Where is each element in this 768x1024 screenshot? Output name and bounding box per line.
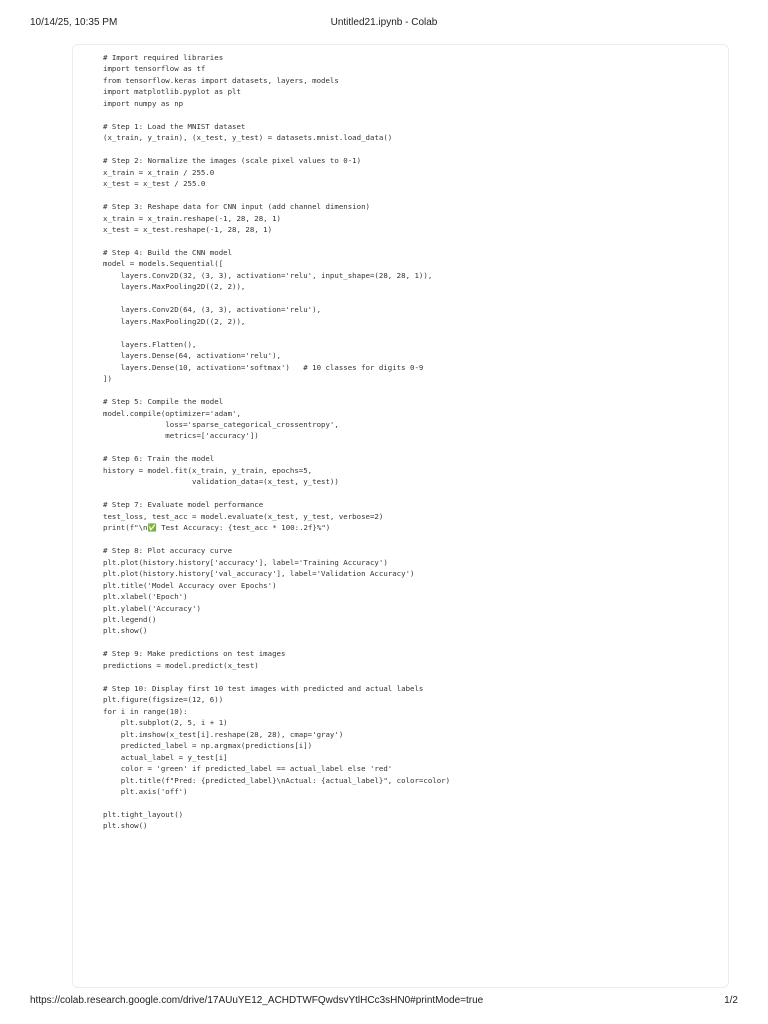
code-line: x_test = x_test.reshape(-1, 28, 28, 1) [103,225,273,235]
code-line: test_loss, test_acc = model.evaluate(x_test, y_test, verbose=2) [103,511,384,521]
code-line: plt.plot(history.history['accuracy'], label='Training Accuracy') [103,557,388,567]
code-line [103,385,450,396]
code-line: # Step 5: Compile the model [103,397,224,407]
code-line: color = 'green' if predicted_label == actual_label else 'red' [103,764,393,774]
code-line: plt.xlabel('Epoch') [103,592,188,602]
code-line: # Step 7: Evaluate model performance [103,500,264,510]
code-line: model.compile(optimizer='adam', [103,408,241,418]
code-line: plt.title(f"Pred: {predicted_label}\nActual: {actual_label}", color=color) [103,775,451,785]
code-line: layers.Conv2D(32, (3, 3), activation='relu', input_shape=(28, 28, 1)), [103,270,433,280]
print-footer [30,994,738,1008]
code-line: x_train = x_train / 255.0 [103,167,215,177]
code-line: x_test = x_test / 255.0 [103,179,206,189]
code-line [103,109,450,120]
code-line: # Step 3: Reshape data for CNN input (add channel dimension) [103,202,370,212]
code-line: import matplotlib.pyplot as plt [103,87,241,97]
code-line: print(f"\n✅ Test Accuracy: {test_acc * 100:.2f}%") [103,523,331,533]
code-line: # Step 6: Train the model [103,454,215,464]
print-datetime: 10/14/25, 10:35 PM [30,17,118,28]
code-line: plt.title('Model Accuracy over Epochs') [103,580,277,590]
code-line: # Import required libraries [103,53,224,62]
code-line: # Step 2: Normalize the images (scale pixel values to 0-1) [103,156,362,166]
code-line: loss='sparse_categorical_crossentropy', [103,420,339,429]
code-line [103,293,450,304]
code-line [103,327,450,338]
code-line: layers.Dense(10, activation='softmax') # 10 classes for digits 0-9 [103,362,424,372]
code-line: layers.Conv2D(64, (3, 3), activation='relu'), [103,305,322,315]
code-line: plt.tight_layout() [103,809,184,819]
code-line: plt.legend() [103,614,157,624]
code-line [103,797,450,808]
code-line [103,637,450,648]
code-line [103,671,450,682]
code-line: actual_label = y_test[i] [103,752,228,762]
code-line: predictions = model.predict(x_test) [103,660,259,670]
code-line: # Step 8: Plot accuracy curve [103,546,233,556]
code-line [103,534,450,545]
code-line: plt.axis('off') [103,787,188,796]
code-line: plt.figure(figsize=(12, 6)) [103,695,224,705]
code-line: import tensorflow as tf [103,64,206,74]
code-line: x_train = x_train.reshape(-1, 28, 28, 1) [103,213,281,223]
code-line: layers.MaxPooling2D((2, 2)), [103,282,246,292]
code-cell[interactable] [72,44,729,988]
page-number: 1/2 [724,995,738,1006]
code-line: # Step 1: Load the MNIST dataset [103,121,246,131]
code-line: predicted_label = np.argmax(predictions[i]) [103,741,313,751]
page-url: https://colab.research.google.com/drive/17AUuYE12_ACHDTWFQwdsvYtlHCc3sHN0#printMode=true [30,995,484,1006]
code-line: plt.show() [103,821,148,831]
code-line [103,190,450,201]
code-line: plt.subplot(2, 5, i + 1) [103,718,228,728]
code-line: model = models.Sequential([ [103,259,224,269]
code-line [103,236,450,247]
code-line [103,144,450,155]
code-line: # Step 10: Display first 10 test images with predicted and actual labels [103,683,424,693]
page-title: Untitled21.ipynb - Colab [330,17,438,28]
print-header [30,16,738,30]
code-line: ]) [103,374,112,384]
code-line: layers.Flatten(), [103,339,197,349]
code-line: # Step 9: Make predictions on test images [103,649,286,659]
code-line: plt.plot(history.history['val_accuracy'], label='Validation Accuracy') [103,569,415,579]
code-line: plt.show() [103,626,148,636]
code-line: metrics=['accuracy']) [103,431,259,441]
code-line: # Step 4: Build the CNN model [103,247,233,257]
code-line: plt.imshow(x_test[i].reshape(28, 28), cmap='gray') [103,729,344,739]
code-line: for i in range(10): [103,706,188,716]
code-line: import numpy as np [103,98,184,108]
code-line: validation_data=(x_test, y_test)) [103,477,339,487]
code-block[interactable] [103,52,450,832]
code-line: history = model.fit(x_train, y_train, epochs=5, [103,465,313,475]
code-line: plt.ylabel('Accuracy') [103,603,201,613]
code-line: layers.MaxPooling2D((2, 2)), [103,316,246,326]
code-line: from tensorflow.keras import datasets, layers, models [103,75,339,85]
code-line: layers.Dense(64, activation='relu'), [103,351,281,361]
code-line [103,442,450,453]
code-line: (x_train, y_train), (x_test, y_test) = datasets.mnist.load_data() [103,133,393,143]
code-line [103,488,450,499]
